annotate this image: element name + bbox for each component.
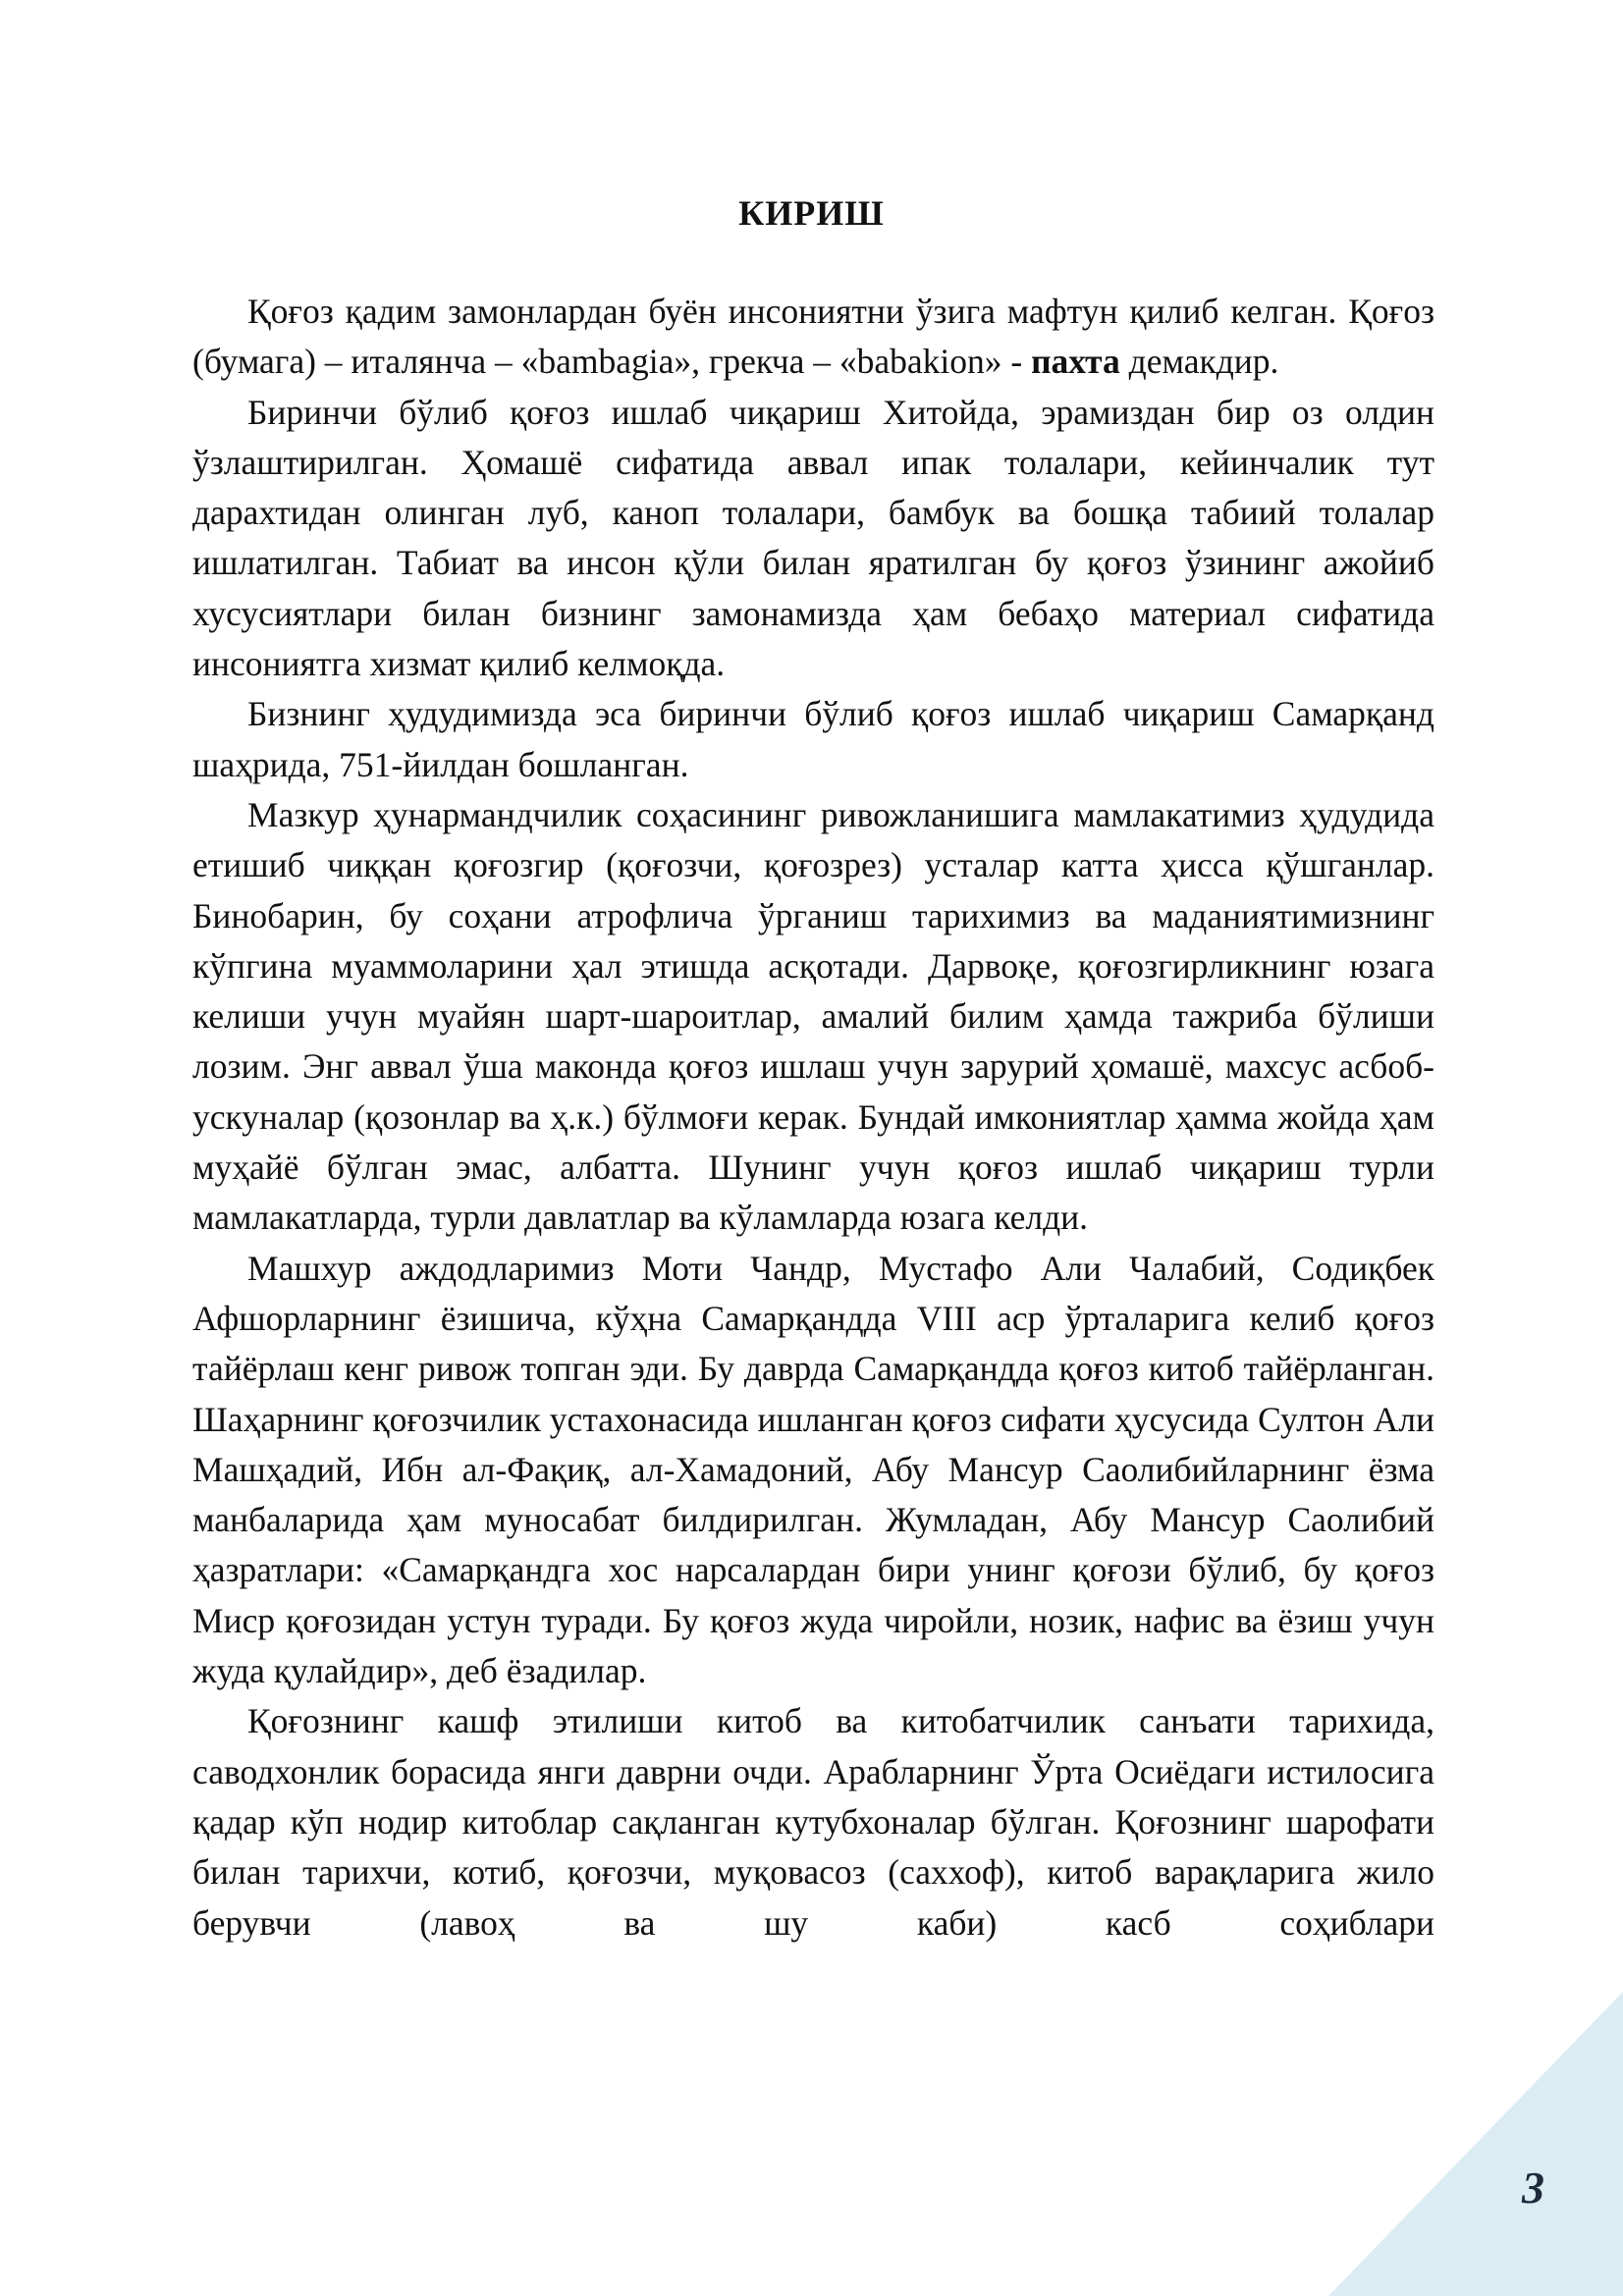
paragraph-5: Машхур аждодларимиз Моти Чандр, Мустафо Али Чалабий, Содиқбек Афшорларнинг ёзишича, кўҳна Самарқандда VIII аср ўрталарига келиб қоғоз тайёрлаш кенг ривож топган эди. Бу даврда Самарқандда қоғоз китоб тайёрланган. Шаҳарнинг қоғозчилик устахонасида ишланган қоғоз сифати ҳусусида Султон Али Машҳадий, Ибн ал-Фақиқ, ал-Хамадоний, Абу Мансур Саолибийларнинг ёзма манбаларида ҳам муносабат билдирилган. Жумладан, Абу Мансур Саолибий ҳазратлари: «Самарқандга хос нарсалардан бири унинг қоғози бўлиб, бу қоғоз Миср қоғозидан устун туради. Бу қоғоз жуда чиройли, нозик, нафис ва ёзиш учун жуда қулайдир», деб ёзадилар.	[192, 1248, 1434, 1691]
paragraph-3: Бизнинг ҳудудимизда эса биринчи бўлиб қоғоз ишлаб чиқариш Самарқанд шаҳрида, 751-йилдан бошланган.	[192, 694, 1434, 784]
page-number: 3	[1522, 2163, 1544, 2213]
paragraph-4: Мазкур ҳунармандчилик соҳасининг ривожланишига мамлакатимиз ҳудудида етишиб чиққан қоғозгир (қоғозчи, қоғозрез) усталар катта ҳисса қўшганлар. Бинобарин, бу соҳани атрофлича ўрганиш тарихимиз ва маданиятимизнинг кўпгина муаммоларини ҳал этишда асқотади. Дарвоқе, қоғозгирликнинг юзага келиши учун муайян шарт-шароитлар, амалий билим ҳамда тажриба бўлиши лозим. Энг аввал ўша маконда қоғоз ишлаш учун зарурий ҳомашё, махсус асбоб-ускуналар (қозонлар ва ҳ.к.) бўлмоғи керак. Бундай имкониятлар ҳамма жойда ҳам муҳайё бўлган эмас, албатта. Шунинг учун қоғоз ишлаб чиқариш турли мамлакатларда, турли давлатлар ва кўламларда юзага келди.	[192, 794, 1434, 1238]
paragraph-1-tail: демакдир.	[1119, 342, 1279, 382]
paragraph-1-text: Қоғоз қадим замонлардан буён инсониятни ўзига мафтун қилиб келган. Қоғоз (бумага) – италянча – «bambagia», грекча – «babakion» -	[192, 292, 1434, 382]
corner-decoration	[1328, 1992, 1623, 2296]
paragraph-2: Биринчи бўлиб қоғоз ишлаб чиқариш Хитойда, эрамиздан бир оз олдин ўзлаштирилган. Ҳомашё сифатида аввал ипак толалари, кейинчалик тут дарахтидан олинган луб, каноп толалари, бамбук ва бошқа табиий толалар ишлатилган. Табиат ва инсон қўли билан яратилган бу қоғоз ўзининг ажойиб хусусиятлари билан бизнинг замонамизда ҳам бебаҳо материал сифатида инсониятга хизмат қилиб келмоқда.	[192, 392, 1434, 684]
body-text	[192, 287, 1434, 1949]
page-title: КИРИШ	[738, 193, 885, 233]
paragraph-1-bold-term: пахта	[1031, 342, 1120, 382]
paragraph-6: Қоғознинг кашф этилиши китоб ва китобатчилик санъати тарихида, саводхонлик борасида янги даврни очди. Арабларнинг Ўрта Осиёдаги истилосига қадар кўп нодир китоблар сақланган кутубхоналар бўлган. Қоғознинг шарофати билан тарихчи, котиб, қоғозчи, муқовасоз (саххоф), китоб варақларига жило берувчи (лавоҳ ва шу каби) касб соҳиблари	[192, 1701, 1434, 1943]
paragraph-1	[192, 287, 1434, 388]
